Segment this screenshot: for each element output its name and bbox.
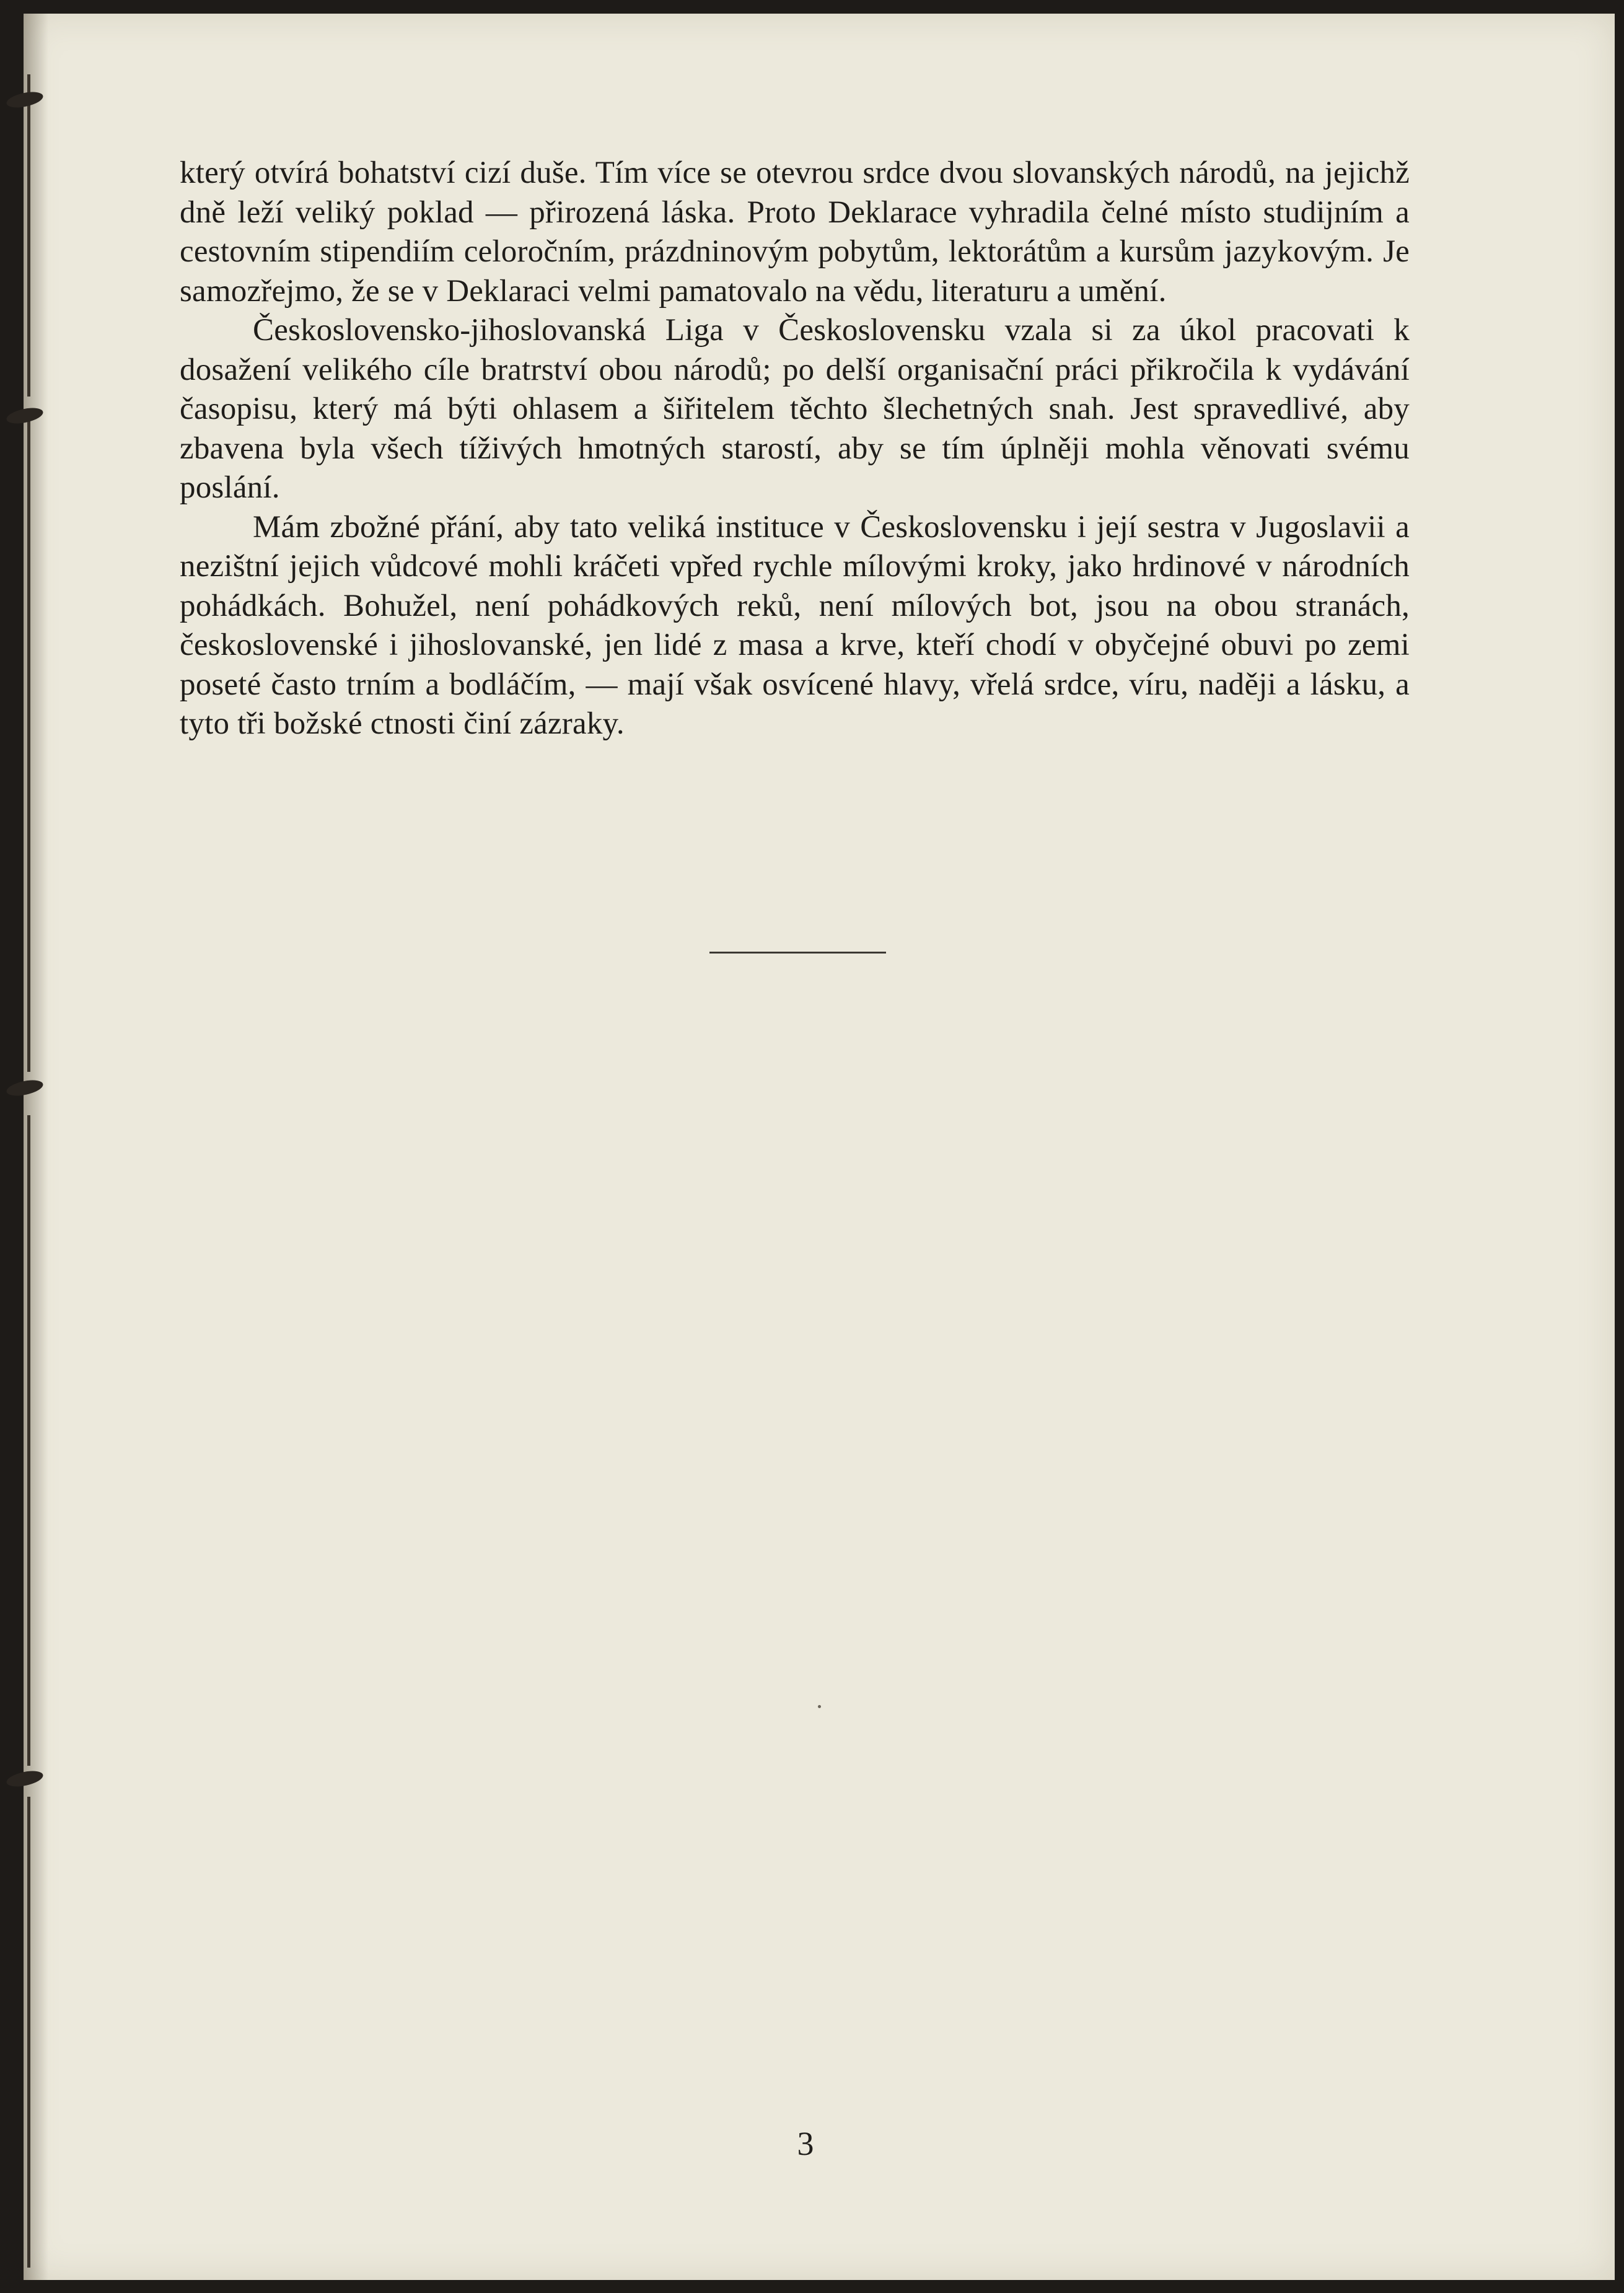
binding-edge-line bbox=[27, 74, 30, 397]
body-text bbox=[180, 154, 1410, 744]
binding-edge-line bbox=[27, 1115, 30, 1766]
paragraph: který otvírá bohatství cizí duše. Tím více se otevrou srdce dvou slovanských národů, na jejichž dně leží veliký poklad — přirozená láska. Proto Deklarace vyhradila čelné místo studijním a cestovním stipendiím celoročním, prázdninovým pobytům, lektorátům a kursům jazykovým. Je samozřejmo, že se v Deklaraci velmi pamatovalo na vědu, literaturu a umění. bbox=[180, 156, 1410, 309]
binding-edge-line bbox=[27, 421, 30, 1072]
binding-edge-line bbox=[27, 1797, 30, 2268]
paragraph: Mám zbožné přání, aby tato veliká instituce v Československu i její sestra v Jugoslavii a nezištní jejich vůdcové mohli kráčeti vpřed rychle mílovými kroky, jako hrdinové v národních pohádkách. Bohužel, není pohádkových reků, není mílových bot, jsou na obou stranách, československé i jihoslovanské, jen lidé z masa a krve, kteří chodí v obyčejné obuvi po zemi poseté často trním a bodláčím, — mají však osvícené hlavy, vřelá srdce, víru, naději a lásku, a tyto tři božské ctnosti činí zázraky. bbox=[180, 509, 1410, 741]
section-separator-rule bbox=[709, 952, 886, 954]
paper-speck bbox=[818, 1705, 821, 1708]
paragraph: Československo-jihoslovanská Liga v Československu vzala si za úkol pracovati k dosažení velikého cíle bratrství obou národů; po delší organisační práci přikročila k vydávání časopisu, který má býti ohlasem a šiřitelem těchto šlechetných snah. Jest spravedlivé, aby zbavena byla všech tíživých hmotných starostí, aby se tím úplněji mohla věnovati svému poslání. bbox=[180, 313, 1410, 505]
page-number: 3 bbox=[797, 2125, 814, 2162]
